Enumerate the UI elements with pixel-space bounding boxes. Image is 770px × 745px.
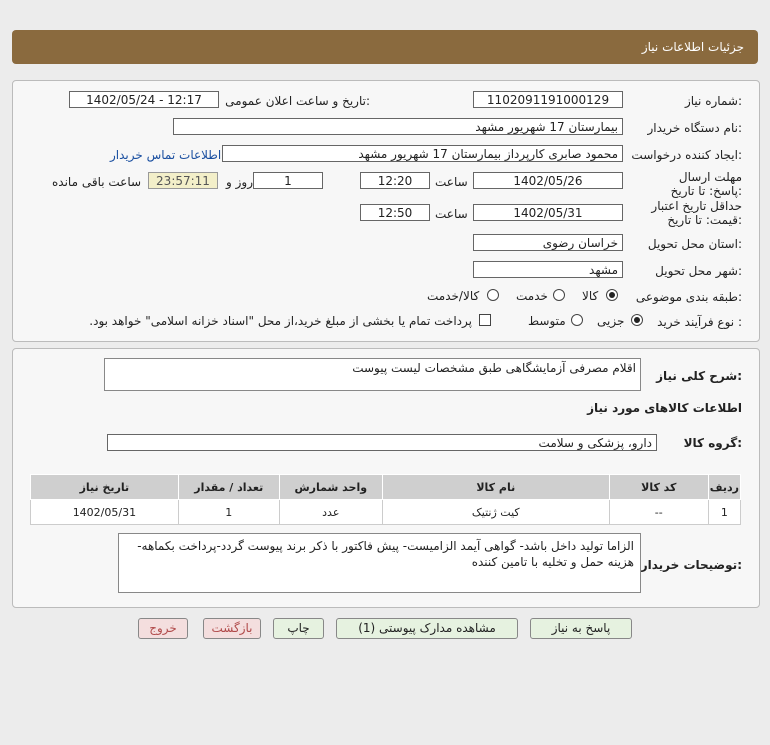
category-option-service: خدمت	[516, 289, 548, 303]
reply-deadline-label: مهلت ارسال پاسخ: تا تاریخ:	[670, 170, 742, 198]
category-option-goods-service: کالا/خدمت	[427, 289, 480, 303]
goods-section-title: اطلاعات کالاهای مورد نیاز	[587, 401, 742, 415]
description-field: اقلام مصرفی آزمایشگاهی طبق مشخصات لیست پیوست	[104, 358, 641, 391]
treasury-payment-checkbox[interactable]	[479, 314, 491, 326]
reply-time-field: 12:20	[360, 172, 430, 189]
category-option-goods: کالا	[582, 289, 599, 303]
announce-label: تاریخ و ساعت اعلان عمومی:	[225, 94, 370, 108]
cell-code: --	[609, 500, 708, 525]
page-title: جزئیات اطلاعات نیاز	[641, 40, 744, 54]
validity-label: حداقل تاریخ اعتبار قیمت: تا تاریخ:	[651, 199, 742, 227]
cell-unit: عدد	[279, 500, 382, 525]
description-label: شرح کلی نیاز:	[656, 369, 742, 383]
print-button[interactable]: چاپ	[273, 618, 324, 639]
back-button[interactable]: بازگشت	[203, 618, 261, 639]
category-label: طبقه بندی موضوعی:	[635, 290, 742, 304]
col-name: نام کالا	[382, 475, 609, 500]
process-radio-medium[interactable]	[571, 314, 583, 326]
category-radio-goods-service[interactable]	[487, 289, 499, 301]
creator-label: ایجاد کننده درخواست:	[631, 148, 742, 162]
buyer-notes-label: توضیحات خریدار:	[640, 558, 742, 572]
process-label: نوع فرآیند خرید :	[657, 315, 742, 329]
reply-time-label: ساعت	[435, 175, 468, 189]
province-label: استان محل تحویل:	[647, 237, 742, 251]
goods-table-header	[31, 475, 741, 500]
table-row	[31, 500, 741, 525]
buyer-org-field: بیمارستان 17 شهریور مشهد	[173, 118, 623, 135]
col-date: تاریخ نیاز	[31, 475, 179, 500]
creator-field: محمود صابری کارپرداز بیمارستان 17 شهریور مشهد	[222, 145, 623, 162]
cell-row: 1	[708, 500, 740, 525]
col-row: ردیف	[708, 475, 740, 500]
cell-date: 1402/05/31	[31, 500, 179, 525]
province-field: خراسان رضوی	[473, 234, 623, 251]
attachments-button[interactable]: مشاهده مدارک پیوستی (1)	[336, 618, 518, 639]
col-code: کد کالا	[609, 475, 708, 500]
category-radio-goods[interactable]	[606, 289, 618, 301]
col-qty: تعداد / مقدار	[178, 475, 279, 500]
remaining-label: ساعت باقی مانده	[52, 175, 142, 189]
col-unit: واحد شمارش	[279, 475, 382, 500]
reply-date-field: 1402/05/26	[473, 172, 623, 189]
page-header	[12, 30, 758, 64]
treasury-payment-note: پرداخت تمام یا بخشی از مبلغ خرید،از محل "اسناد خزانه اسلامی" خواهد بود.	[89, 314, 472, 328]
need-number-label: شماره نیاز:	[684, 94, 742, 108]
remaining-timer: 23:57:11	[148, 172, 218, 189]
need-number-field: 1102091191000129	[473, 91, 623, 108]
process-option-medium: متوسط	[528, 314, 566, 328]
goods-group-field: دارو، پزشکی و سلامت	[107, 434, 657, 451]
announce-field: 1402/05/24 - 12:17	[69, 91, 219, 108]
reply-button[interactable]: پاسخ به نیاز	[530, 618, 632, 639]
validity-time-label: ساعت	[435, 207, 468, 221]
validity-time-field: 12:50	[360, 204, 430, 221]
city-field: مشهد	[473, 261, 623, 278]
city-label: شهر محل تحویل:	[655, 264, 742, 278]
cell-name: کیت ژنتیک	[382, 500, 609, 525]
goods-group-label: گروه کالا:	[683, 436, 742, 450]
days-label: روز و	[226, 175, 253, 189]
buyer-notes-field: الزاما تولید داخل باشد- گواهی آیمد الزامیست- پیش فاکتور با ذکر برند پیوست گردد-پرداخت بکماهه- هزینه حمل و تخلیه با تامین کننده	[118, 533, 641, 593]
goods-table	[30, 474, 741, 525]
process-radio-minor[interactable]	[631, 314, 643, 326]
category-radio-service[interactable]	[553, 289, 565, 301]
validity-date-field: 1402/05/31	[473, 204, 623, 221]
buyer-org-label: نام دستگاه خریدار:	[647, 121, 742, 135]
days-field: 1	[253, 172, 323, 189]
exit-button[interactable]: خروج	[138, 618, 188, 639]
cell-qty: 1	[178, 500, 279, 525]
contact-buyer-link[interactable]: اطلاعات تماس خریدار	[110, 148, 222, 162]
process-option-minor: جزیی	[597, 314, 625, 328]
